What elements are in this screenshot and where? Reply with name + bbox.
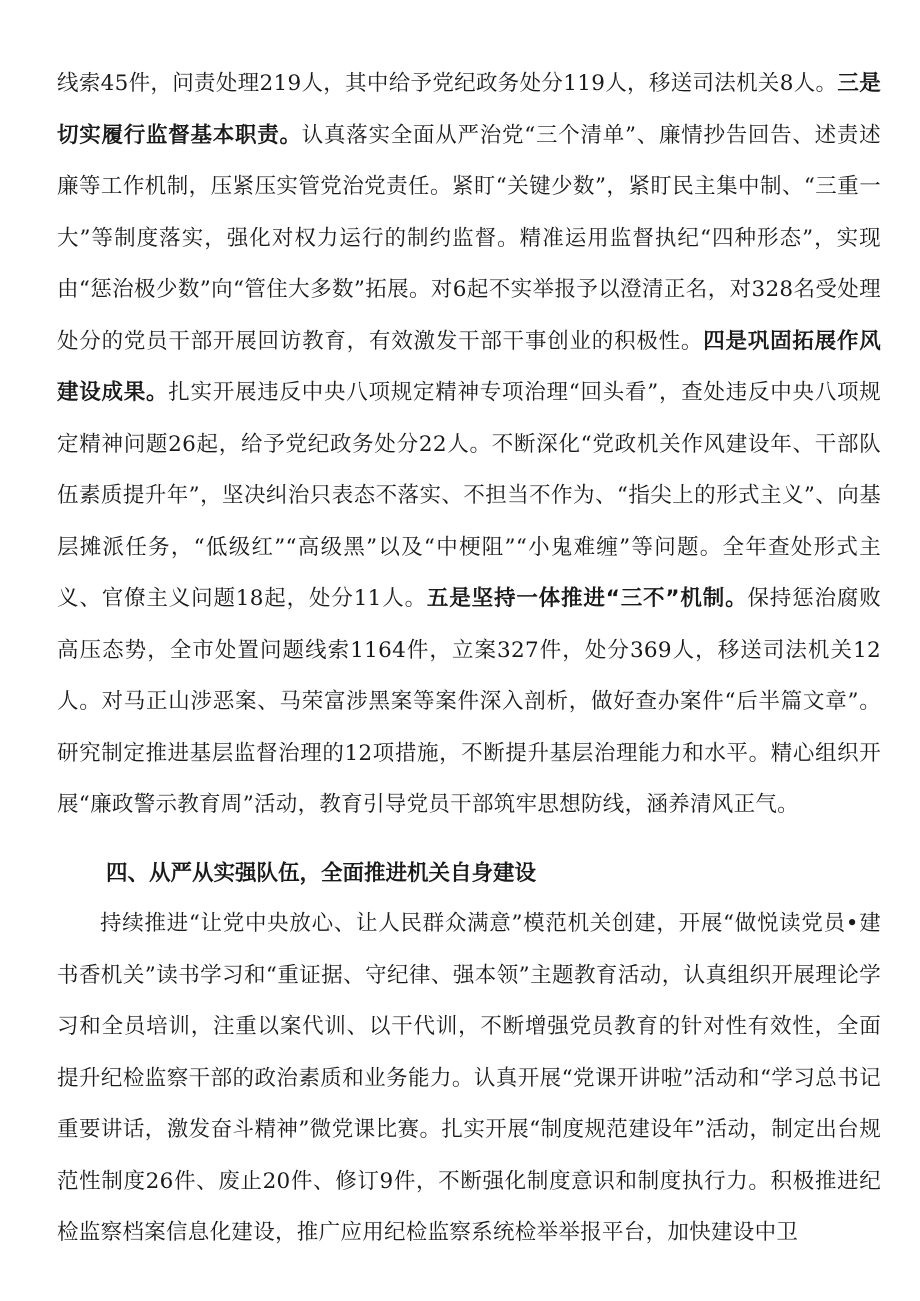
bold-lead-point-four: 四是巩固拓展作风建设成果。 (57, 328, 882, 405)
paragraph-text-opening: 线索45件，问责处理219人，其中给予党纪政务处分119人，移送司法机关8人。 (57, 71, 838, 96)
section-heading: 四、从严从实强队伍，全面推进机关自身建设 (106, 861, 537, 886)
bold-lead-point-three: 三是切实履行监督基本职责。 (57, 71, 881, 148)
body-paragraph-team-building: 持续推进“让党中央放心、让人民群众满意”模范机关创建，开展“做悦读党员•建书香机关”读书学习和“重证据、守纪律、强本领”主题教育活动，认真组织开展理论学习和全员培训，注重以案代训、以干代训，不断增强党员教育的针对性有效性，全面提升纪检监察干部的政治素质和业务能力。认真开展“党课开讲啦”活动和“学习总书记重要讲话，激发奋斗精神”微党课比赛。扎实开展“制度规范建设年”活动，制定出台规范性制度26件、废止20件、修订9件，不断强化制度意识和制度执行力。积极推进纪检监察档案信息化建设，推广应用纪检监察系统检举举报平台，加快建设中卫 (57, 911, 881, 1245)
body-paragraph-work-summary (57, 58, 881, 831)
paragraph-text-point-three: 认真落实全面从严治党“三个清单”、廉情抄告回告、述责述廉等工作机制，压紧压实管党治党责任。紧盯“关键少数”，紧盯民主集中制、“三重一大”等制度落实，强化对权力运行的制约监督。精准运用监督执纪“四种形态”，实现由“惩治极少数”向“管住大多数”拓展。对6起不实举报予以澄清正名，对328名受处理处分的党员干部开展回访教育，有效激发干部干事创业的积极性。 (57, 122, 881, 354)
paragraph-text-point-four: 扎实开展违反中央八项规定精神专项治理“回头看”，查处违反中央八项规定精神问题26起，给予党纪政务处分22人。不断深化“党政机关作风建设年、干部队伍素质提升年”，坚决纠治只表态不落实、不担当不作为、“指尖上的形式主义”、向基层摊派任务，“低级红”“高级黑”以及“中梗阻”“小鬼难缠”等问题。全年查处形式主义、官僚主义问题18起，处分11人。 (57, 380, 881, 611)
bold-lead-point-five: 五是坚持一体推进“三不”机制。 (426, 586, 748, 611)
paragraph-text-point-five: 保持惩治腐败高压态势，全市处置问题线索1164件，立案327件，处分369人，移送司法机关12人。对马正山涉恶案、马荣富涉黑案等案件深入剖析，做好查办案件“后半篇文章”。研究制定推进基层监督治理的12项措施，不断提升基层治理能力和水平。精心组织开展“廉政警示教育周”活动，教育引导党员干部筑牢思想防线，涵养清风正气。 (57, 586, 881, 817)
